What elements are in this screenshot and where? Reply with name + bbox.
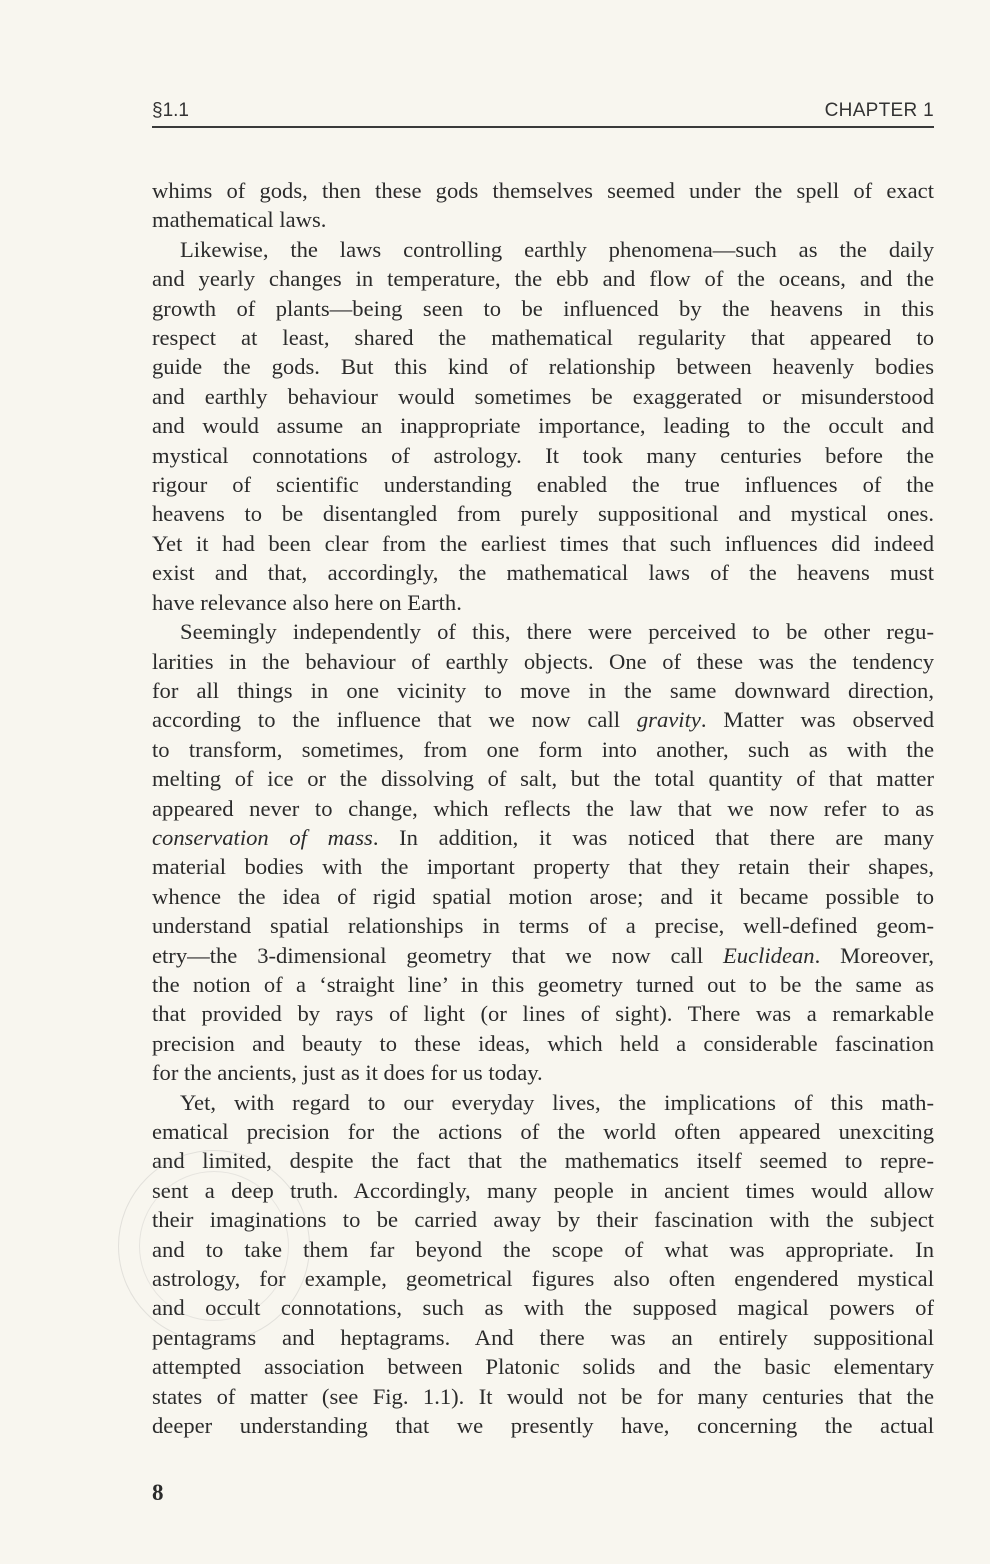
section-number: §1.1 [152,100,189,121]
text-line: and would assume an inappropriate importance, leading to the occult and [152,413,934,439]
text-line: heavens to be disentangled from purely suppositional and mystical ones. [152,501,934,527]
text-line: have relevance also here on Earth. [152,589,462,615]
text-line: and earthly behaviour would sometimes be exaggerated or misunderstood [152,383,934,409]
text-line: conservation of mass. In addition, it was noticed that there are many [152,824,934,850]
header-rule [152,126,934,128]
italic-term: gravity [636,707,701,733]
text-line: the notion of a ‘straight line’ in this geometry turned out to be the same as [152,971,934,997]
running-head [152,100,934,126]
text-line: Seemingly independently of this, there were perceived to be other regu- [180,619,934,645]
paragraph [152,235,934,617]
text-line: for the ancients, just as it does for us today. [152,1060,543,1086]
text-line: that provided by rays of light (or lines of sight). There was a remarkable [152,1001,934,1027]
text-line: exist and that, accordingly, the mathematical laws of the heavens must [152,560,934,586]
text-line: rigour of scientific understanding enabled the true influences of the [152,472,934,498]
italic-term: conservation of mass [152,824,373,850]
text-line: to transform, sometimes, from one form into another, such as with the [152,736,934,762]
text-line: states of matter (see Fig. 1.1). It would not be for many centuries that the [152,1383,934,1409]
text-line: whence the idea of rigid spatial motion arose; and it became possible to [152,883,934,909]
text-line: mystical connotations of astrology. It took many centuries before the [152,442,934,468]
text-line: astrology, for example, geometrical figures also often engendered mystical [152,1266,934,1292]
page-number: 8 [152,1480,164,1505]
text-line: sent a deep truth. Accordingly, many people in ancient times would allow [152,1177,934,1203]
text-line: for all things in one vicinity to move in the same downward direction, [152,677,934,703]
text-line: and yearly changes in temperature, the ebb and flow of the oceans, and the [152,266,934,292]
paragraph [152,176,934,235]
text-line: and occult connotations, such as with the supposed magical powers of [152,1295,934,1321]
chapter-label: CHAPTER 1 [824,100,934,121]
text-line: mathematical laws. [152,207,327,233]
italic-term: Euclidean [723,942,815,968]
text-line: precision and beauty to these ideas, which held a considerable fascination [152,1030,934,1056]
text-line: Yet, with regard to our everyday lives, the implications of this math- [180,1089,934,1115]
text-line: guide the gods. But this kind of relationship between heavenly bodies [152,354,934,380]
text-line: attempted association between Platonic solids and the basic elementary [152,1354,934,1380]
paragraph [152,1088,934,1441]
text-line: Yet it had been clear from the earliest times that such influences did indeed [152,530,934,556]
text-line: ematical precision for the actions of the world often appeared unexciting [152,1119,934,1144]
text-line: whims of gods, then these gods themselves seemed under the spell of exact [152,178,934,203]
text-line: growth of plants—being seen to be influenced by the heavens in this [152,295,934,321]
text-line: melting of ice or the dissolving of salt, but the total quantity of that matter [152,766,934,792]
text-line: and to take them far beyond the scope of what was appropriate. In [152,1236,934,1262]
text-line: their imaginations to be carried away by their fascination with the subject [152,1207,934,1233]
text-line: etry—the 3-dimensional geometry that we now call Euclidean. Moreover, [152,942,934,968]
text-line: larities in the behaviour of earthly objects. One of these was the tendency [152,648,934,674]
text-line: respect at least, shared the mathematical regularity that appeared to [152,325,934,351]
text-line: appeared never to change, which reflects the law that we now refer to as [152,795,934,821]
text-line: deeper understanding that we presently have, concerning the actual [152,1413,934,1439]
text-line: Likewise, the laws controlling earthly phenomena—such as the daily [180,236,934,262]
body-text [152,176,934,1440]
paragraph [152,617,934,1088]
text-line: according to the influence that we now call gravity. Matter was observed [152,707,934,733]
text-line: understand spatial relationships in terms of a precise, well-defined geom- [152,913,934,939]
text-line: pentagrams and heptagrams. And there was an entirely suppositional [152,1324,934,1350]
text-line: material bodies with the important property that they retain their shapes, [152,854,934,880]
text-line: and limited, despite the fact that the mathematics itself seemed to repre- [152,1148,934,1174]
